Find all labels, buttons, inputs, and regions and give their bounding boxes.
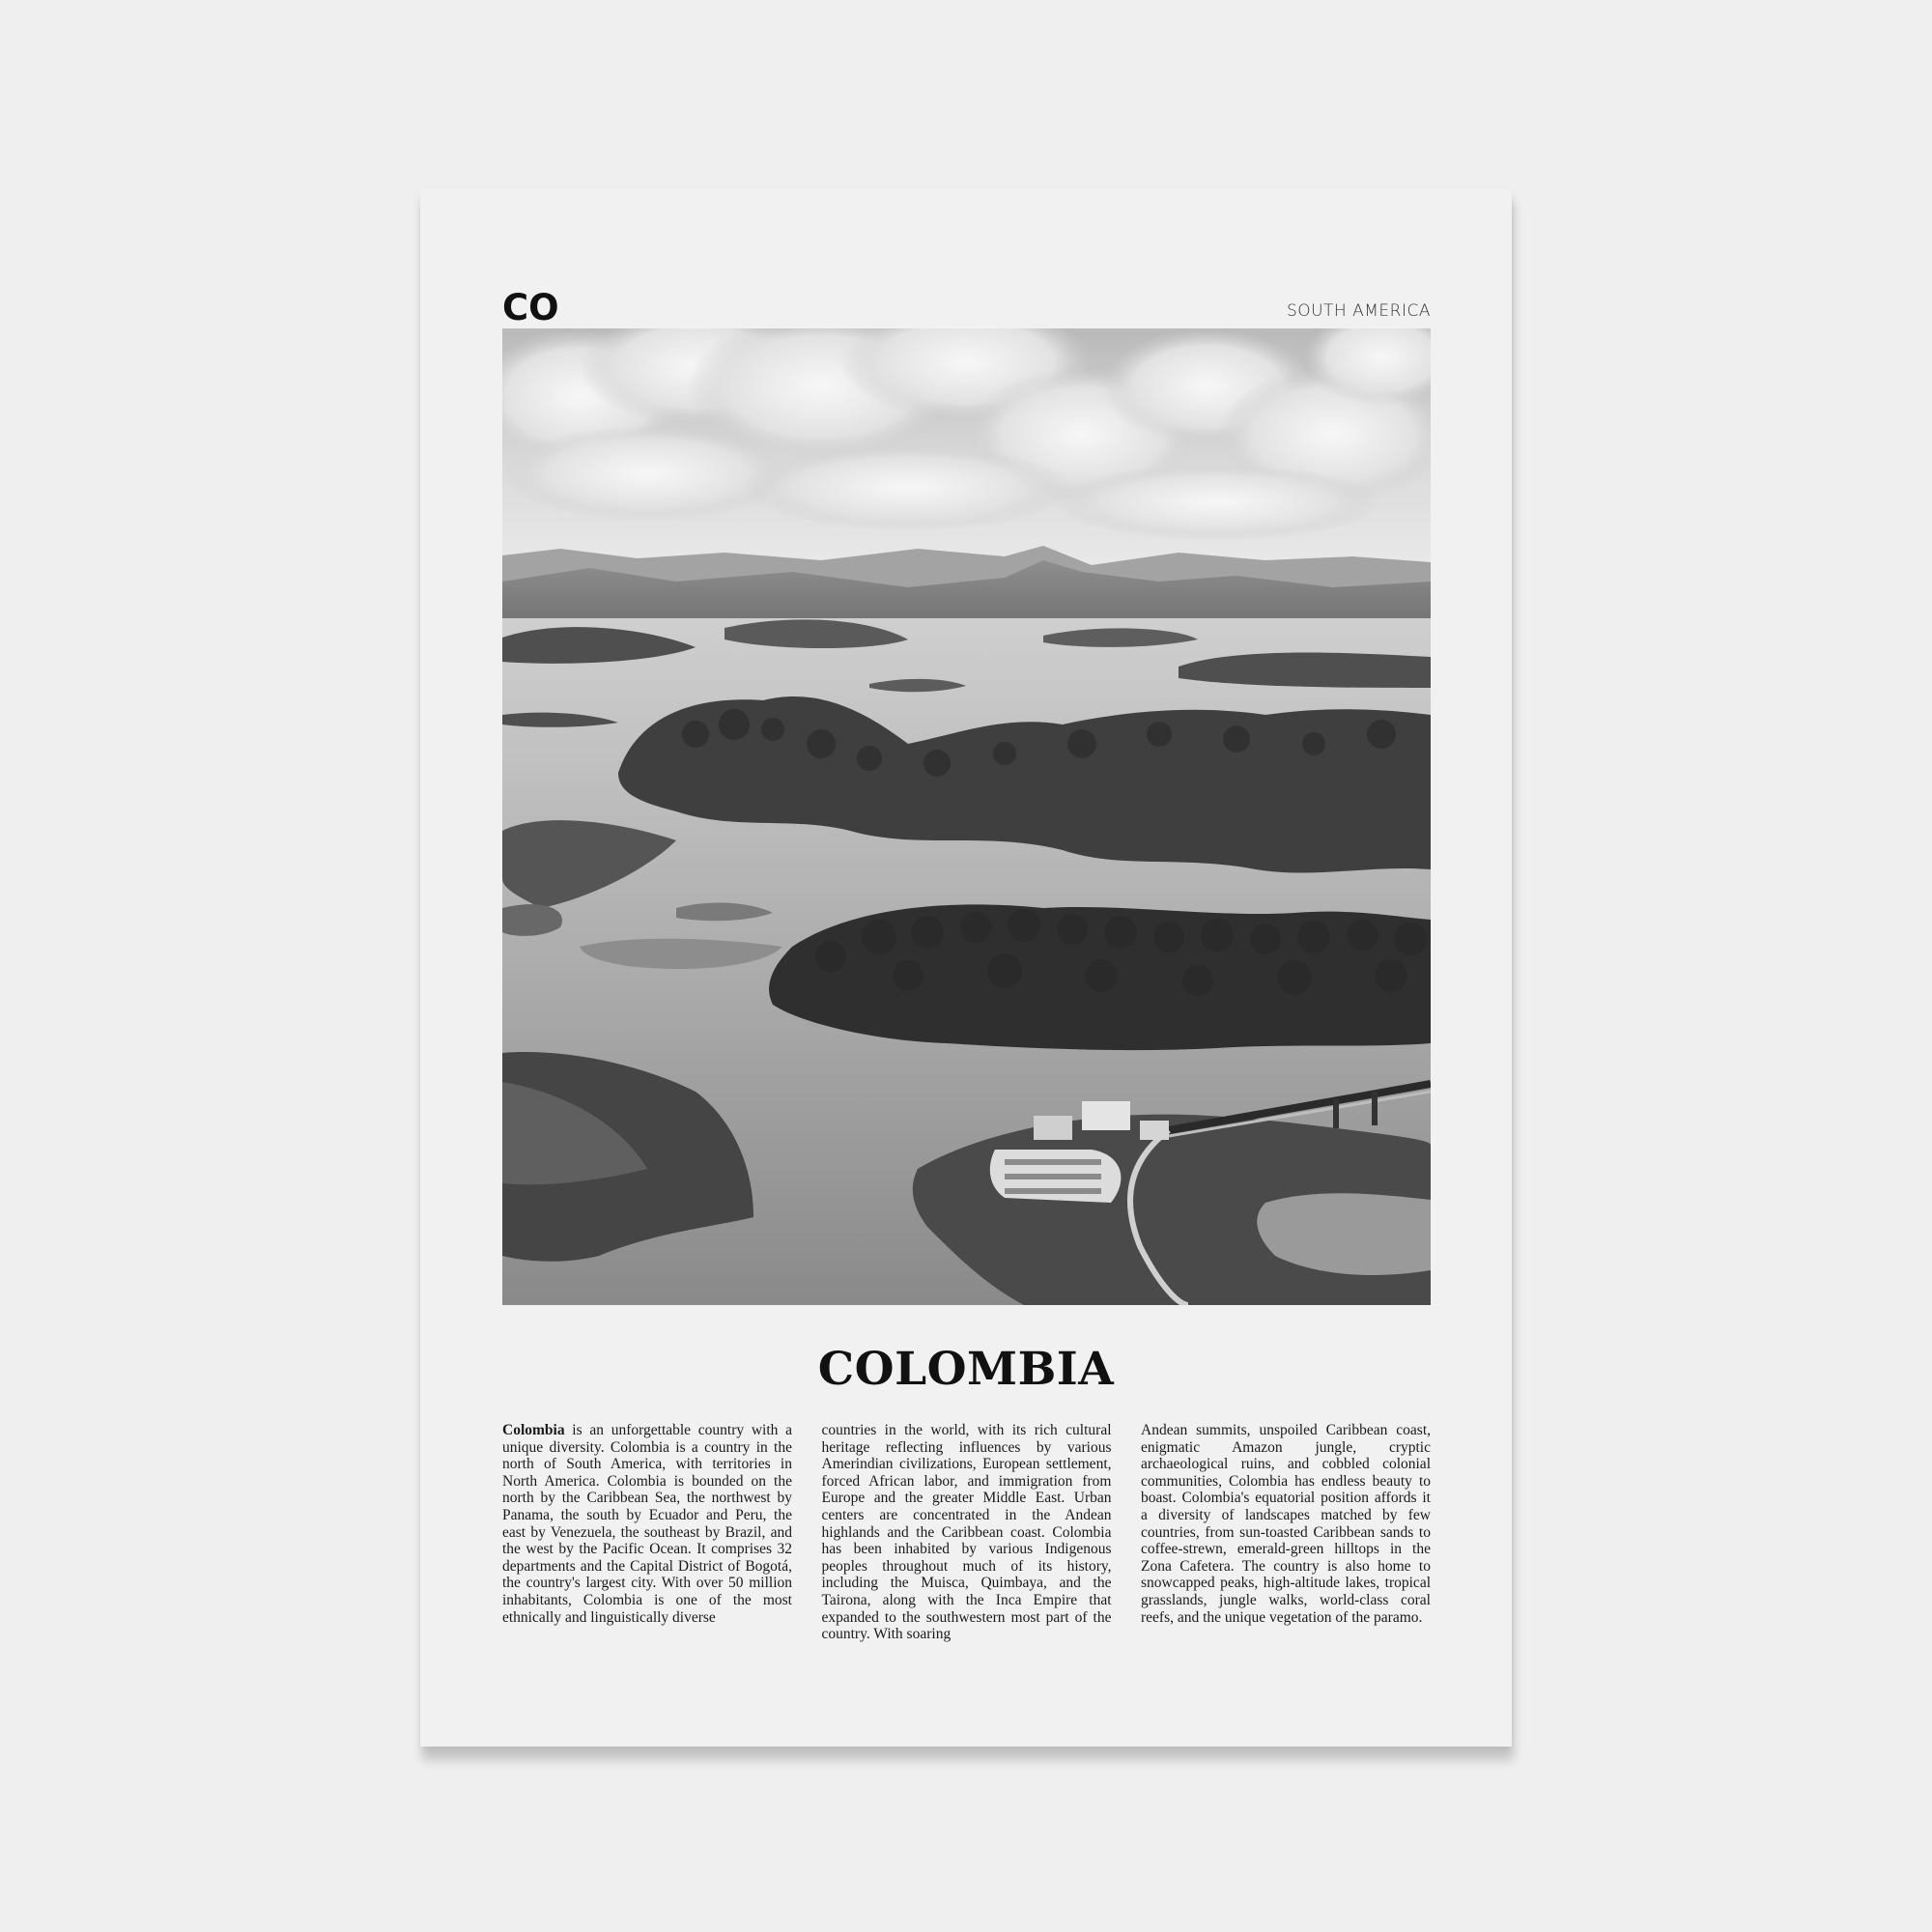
aerial-lake-landscape-icon [502,328,1431,1305]
intro-bold: Colombia [502,1422,565,1438]
description-column-1 [502,1422,792,1643]
poster [420,188,1512,1747]
poster-title: COLOMBIA [817,1343,1115,1396]
clouds [502,328,1431,541]
description-columns [502,1422,1431,1643]
country-code: CO [502,287,559,328]
region-label: SOUTH AMERICA [1286,301,1431,321]
description-column-2: countries in the world, with its rich cultural heritage reflecting influences by various Amerindian civilizations, European settlement, forced African labor, and immigration from Europe and the greater Middle East. Urban centers are concentrated in the Andean highlands and the Caribbean coast. Colombia has been inhabited by various Indigenous peoples throughout much of its history, including the Muisca, Quimbaya, and the Tairona, along with the Inca Empire that expanded to the southwestern most part of the country. With soaring [821,1422,1112,1643]
column-1-text: is an unforgettable country with a unique diversity. Colombia is a country in the north of South America, with territories in North America. Colombia is bounded on the north by the Caribbean Sea, the northwest by Panama, the south by Ecuador and Peru, the east by Venezuela, the southeast by Brazil, and the west by the Pacific Ocean. It comprises 32 departments and the Capital District of Bogotá, the country's largest city. With over 50 million inhabitants, Colombia is one of the most ethnically and linguistically diverse [502,1422,792,1626]
description-column-3: Andean summits, unspoiled Caribbean coast, enigmatic Amazon jungle, cryptic archaeological ruins, and cobbled colonial communities, Colombia has endless beauty to boast. Colombia's equatorial position affords it a diversity of landscapes matched by few countries, from sun-toasted Caribbean sands to coffee-strewn, emerald-green hilltops in the Zona Cafetera. The country is also home to snowcapped peaks, high-altitude lakes, tropical grasslands, jungle walks, world-class coral reefs, and the unique vegetation of the paramo. [1141,1422,1431,1626]
landscape-photo [502,328,1431,1305]
